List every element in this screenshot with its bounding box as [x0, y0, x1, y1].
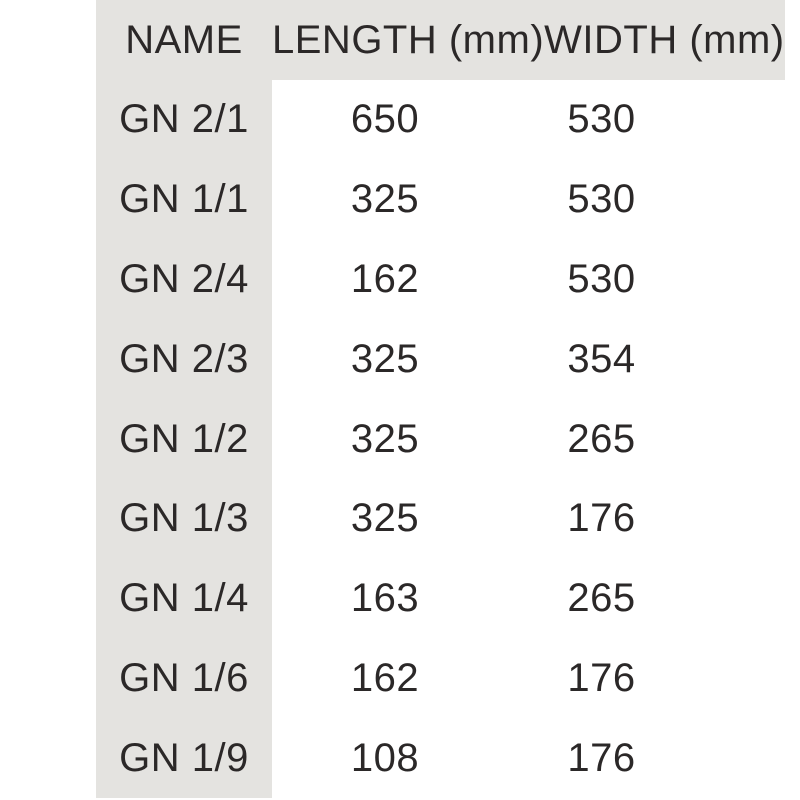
- row-width-cell: 265: [567, 576, 636, 621]
- row-width-cell: 530: [567, 177, 636, 222]
- row-length-cell: 650: [350, 97, 420, 142]
- table-row: [0, 80, 800, 160]
- row-name-cell: GN 1/9: [96, 718, 272, 798]
- col-header-width: WIDTH (mm): [544, 0, 784, 80]
- row-length-cell: 325: [350, 177, 420, 222]
- table-row: [0, 479, 800, 559]
- col-header-length: LENGTH (mm): [272, 0, 544, 80]
- row-length-cell: 325: [350, 496, 420, 541]
- row-width-cell: 176: [567, 496, 636, 541]
- row-width-cell: 530: [567, 97, 636, 142]
- col-header-name: NAME: [96, 0, 272, 80]
- row-name-cell: GN 1/3: [96, 479, 272, 559]
- row-name-cell: GN 2/4: [96, 240, 272, 320]
- row-width-cell: 265: [567, 416, 636, 461]
- row-length-cell: 108: [350, 735, 420, 780]
- table-row: [0, 160, 800, 240]
- right-margin: [785, 0, 800, 80]
- row-name-cell: GN 1/2: [96, 399, 272, 479]
- row-length-cell: 325: [350, 336, 420, 381]
- row-length-cell: 162: [350, 256, 420, 301]
- table-row: [0, 638, 800, 718]
- row-name-cell: GN 2/1: [96, 80, 272, 160]
- table-row: [0, 718, 800, 798]
- table-row: [0, 559, 800, 639]
- left-margin: [0, 0, 96, 80]
- table-row: [0, 399, 800, 479]
- row-name-cell: GN 1/4: [96, 559, 272, 639]
- row-length-cell: 162: [350, 655, 420, 700]
- row-name-cell: GN 2/3: [96, 319, 272, 399]
- row-name-cell: GN 1/1: [96, 160, 272, 240]
- row-width-cell: 176: [567, 655, 636, 700]
- row-name-cell: GN 1/6: [96, 638, 272, 718]
- table-row: [0, 319, 800, 399]
- row-width-cell: 530: [567, 256, 636, 301]
- row-width-cell: 354: [567, 336, 636, 381]
- table-row: [0, 240, 800, 320]
- table-header-row: [0, 0, 800, 80]
- row-length-cell: 163: [350, 576, 420, 621]
- row-width-cell: 176: [567, 735, 636, 780]
- row-length-cell: 325: [350, 416, 420, 461]
